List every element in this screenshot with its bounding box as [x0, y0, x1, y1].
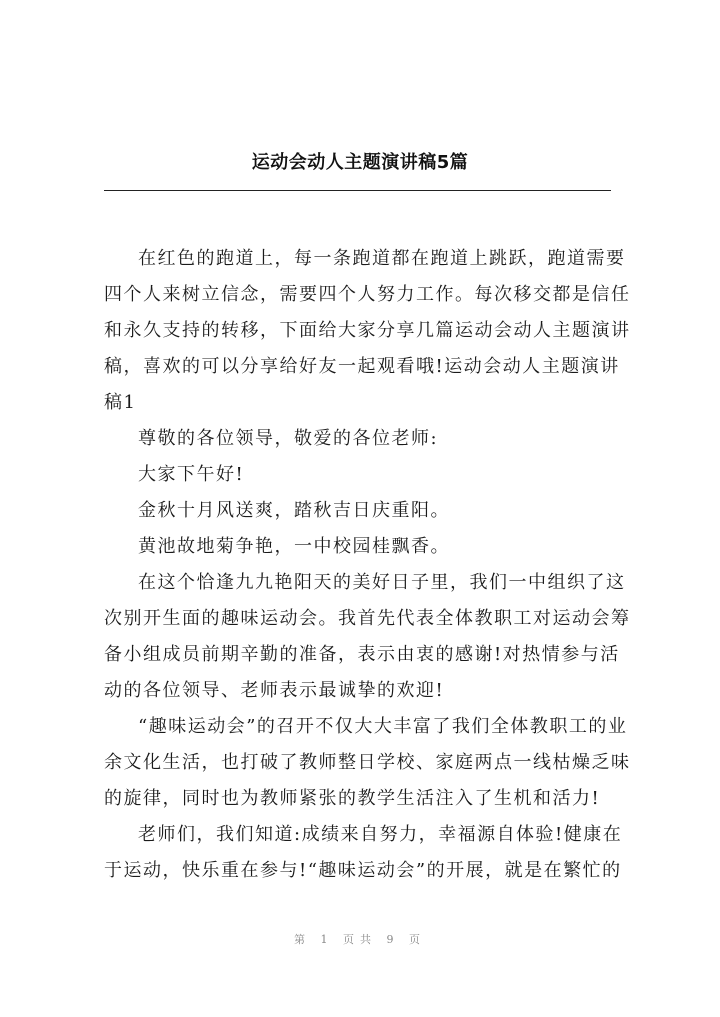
paragraph-salutation: 尊敬的各位领导，敬爱的各位老师:: [138, 428, 439, 449]
paragraph-closing: 老师们，我们知道:成绩来自努力，幸福源自体验!健康在于运动，快乐重在参与!“趣味运动会”的开展，就是在繁忙的: [104, 824, 623, 881]
paragraph-thanks: 在这个恰逢九九艳阳天的美好日子里，我们一中组织了这次别开生面的趣味运动会。我首先代表全体教职工对运动会筹备小组成员前期辛勤的准备，表示由衷的感谢!对热情参与活动的各位领导、老师表示最诚挚的欢迎!: [104, 572, 631, 701]
document-body: [104, 241, 634, 889]
paragraph-verse-1: 金秋十月风送爽，踏秋吉日庆重阳。: [138, 500, 450, 521]
paragraph-significance: “趣味运动会”的召开不仅大大丰富了我们全体教职工的业余文化生活，也打破了教师整日学校、家庭两点一线枯燥乏味的旋律，同时也为教师紧张的教学生活注入了生机和活力!: [104, 716, 631, 809]
title-divider: [104, 190, 611, 191]
paragraph-greeting: 大家下午好!: [138, 464, 245, 485]
paragraph-intro: 在红色的跑道上，每一条跑道都在跑道上跳跃，跑道需要四个人来树立信念，需要四个人努力工作。每次移交都是信任和永久支持的转移，下面给大家分享几篇运动会动人主题演讲稿，喜欢的可以分享给好友一起观看哦!运动会动人主题演讲稿1: [104, 248, 631, 413]
document-title: 运动会动人主题演讲稿5篇: [251, 152, 469, 173]
paragraph-verse-2: 黄池故地菊争艳，一中校园桂飘香。: [138, 536, 450, 557]
page-number-footer: 第 1 页共 9 页: [294, 933, 426, 946]
